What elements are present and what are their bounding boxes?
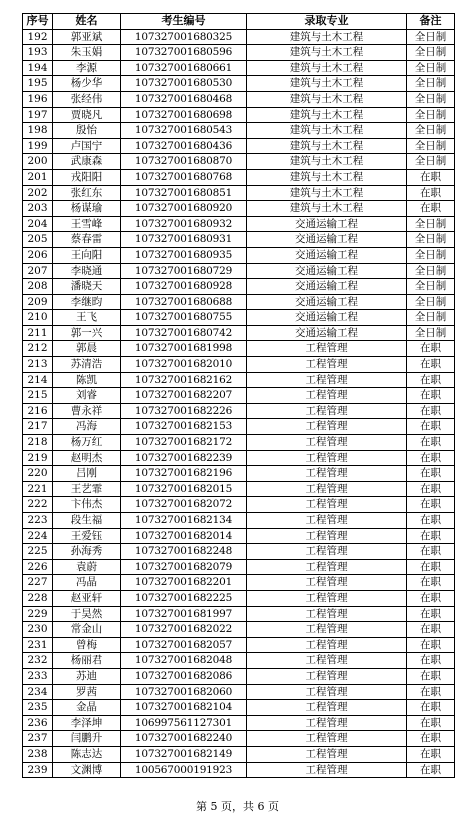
- cell-exam-number: 107327001682239: [121, 450, 247, 466]
- cell-name: 郭晨: [53, 341, 121, 357]
- cell-index: 238: [23, 746, 53, 762]
- cell-major: 工程管理: [247, 341, 407, 357]
- cell-exam-number: 107327001680931: [121, 232, 247, 248]
- table-row: [23, 544, 455, 560]
- cell-name: 陈凯: [53, 372, 121, 388]
- table-row: [23, 60, 455, 76]
- table-row: [23, 107, 455, 123]
- cell-name: 孙海秀: [53, 544, 121, 560]
- cell-name: 殷怡: [53, 123, 121, 139]
- cell-exam-number: 107327001680932: [121, 216, 247, 232]
- cell-exam-number: 107327001680543: [121, 123, 247, 139]
- cell-major: 工程管理: [247, 513, 407, 529]
- table-row: [23, 435, 455, 451]
- cell-exam-number: 107327001680729: [121, 263, 247, 279]
- cell-remark: 在职: [407, 169, 455, 185]
- cell-name: 杨万红: [53, 435, 121, 451]
- cell-index: 229: [23, 606, 53, 622]
- cell-index: 225: [23, 544, 53, 560]
- table-row: [23, 575, 455, 591]
- cell-exam-number: 107327001682022: [121, 622, 247, 638]
- cell-exam-number: 107327001680755: [121, 310, 247, 326]
- cell-name: 苏迪: [53, 668, 121, 684]
- cell-index: 223: [23, 513, 53, 529]
- cell-major: 建筑与土木工程: [247, 91, 407, 107]
- cell-remark: 全日制: [407, 29, 455, 45]
- cell-name: 王向阳: [53, 247, 121, 263]
- cell-exam-number: 107327001680436: [121, 138, 247, 154]
- cell-remark: 全日制: [407, 60, 455, 76]
- cell-remark: 全日制: [407, 91, 455, 107]
- cell-major: 建筑与土木工程: [247, 76, 407, 92]
- cell-index: 199: [23, 138, 53, 154]
- cell-index: 234: [23, 684, 53, 700]
- cell-major: 建筑与土木工程: [247, 185, 407, 201]
- cell-remark: 在职: [407, 403, 455, 419]
- cell-remark: 在职: [407, 668, 455, 684]
- table-row: [23, 528, 455, 544]
- cell-name: 李晓通: [53, 263, 121, 279]
- cell-major: 建筑与土木工程: [247, 138, 407, 154]
- cell-index: 203: [23, 201, 53, 217]
- cell-major: 交通运输工程: [247, 232, 407, 248]
- cell-index: 208: [23, 279, 53, 295]
- cell-major: 工程管理: [247, 419, 407, 435]
- cell-major: 工程管理: [247, 388, 407, 404]
- cell-name: 张经伟: [53, 91, 121, 107]
- cell-remark: 在职: [407, 700, 455, 716]
- cell-index: 219: [23, 450, 53, 466]
- table-row: [23, 76, 455, 92]
- cell-exam-number: 107327001680742: [121, 325, 247, 341]
- table-row: [23, 388, 455, 404]
- cell-major: 交通运输工程: [247, 310, 407, 326]
- cell-index: 230: [23, 622, 53, 638]
- cell-name: 冯晶: [53, 575, 121, 591]
- cell-exam-number: 107327001682060: [121, 684, 247, 700]
- table-row: [23, 715, 455, 731]
- table-row: [23, 294, 455, 310]
- cell-major: 工程管理: [247, 466, 407, 482]
- cell-name: 朱玉娟: [53, 45, 121, 61]
- cell-major: 交通运输工程: [247, 216, 407, 232]
- cell-name: 苏清浩: [53, 357, 121, 373]
- cell-major: 建筑与土木工程: [247, 107, 407, 123]
- cell-index: 216: [23, 403, 53, 419]
- cell-exam-number: 107327001682248: [121, 544, 247, 560]
- cell-name: 闫鹏升: [53, 731, 121, 747]
- cell-remark: 在职: [407, 513, 455, 529]
- cell-exam-number: 107327001682134: [121, 513, 247, 529]
- cell-index: 239: [23, 762, 53, 778]
- cell-exam-number: 107327001682014: [121, 528, 247, 544]
- cell-major: 工程管理: [247, 653, 407, 669]
- cell-major: 工程管理: [247, 700, 407, 716]
- cell-major: 工程管理: [247, 403, 407, 419]
- table-row: [23, 450, 455, 466]
- cell-index: 205: [23, 232, 53, 248]
- cell-exam-number: 107327001680935: [121, 247, 247, 263]
- table-row: [23, 559, 455, 575]
- cell-exam-number: 107327001682149: [121, 746, 247, 762]
- cell-name: 潘晓天: [53, 279, 121, 295]
- cell-remark: 全日制: [407, 138, 455, 154]
- cell-remark: 在职: [407, 653, 455, 669]
- cell-exam-number: 100567000191923: [121, 762, 247, 778]
- cell-major: 建筑与土木工程: [247, 169, 407, 185]
- cell-index: 210: [23, 310, 53, 326]
- cell-name: 张红东: [53, 185, 121, 201]
- cell-remark: 在职: [407, 497, 455, 513]
- cell-exam-number: 107327001682162: [121, 372, 247, 388]
- header-major: 录取专业: [247, 14, 407, 30]
- table-row: [23, 419, 455, 435]
- cell-exam-number: 107327001682240: [121, 731, 247, 747]
- cell-exam-number: 106997561127301: [121, 715, 247, 731]
- cell-index: 221: [23, 481, 53, 497]
- cell-index: 201: [23, 169, 53, 185]
- table-row: [23, 325, 455, 341]
- cell-exam-number: 107327001680661: [121, 60, 247, 76]
- table-row: [23, 590, 455, 606]
- table-row: [23, 201, 455, 217]
- cell-major: 工程管理: [247, 575, 407, 591]
- table-row: [23, 746, 455, 762]
- cell-exam-number: 107327001682207: [121, 388, 247, 404]
- cell-major: 工程管理: [247, 668, 407, 684]
- header-exam-number: 考生编号: [121, 14, 247, 30]
- table-row: [23, 169, 455, 185]
- cell-remark: 全日制: [407, 216, 455, 232]
- cell-remark: 全日制: [407, 247, 455, 263]
- table-row: [23, 29, 455, 45]
- table-row: [23, 123, 455, 139]
- cell-major: 交通运输工程: [247, 247, 407, 263]
- cell-name: 赵亚轩: [53, 590, 121, 606]
- cell-name: 王雪峰: [53, 216, 121, 232]
- table-row: [23, 653, 455, 669]
- cell-major: 建筑与土木工程: [247, 123, 407, 139]
- cell-major: 工程管理: [247, 590, 407, 606]
- table-row: [23, 185, 455, 201]
- cell-name: 杨丽君: [53, 653, 121, 669]
- table-row: [23, 700, 455, 716]
- cell-exam-number: 107327001682172: [121, 435, 247, 451]
- cell-exam-number: 107327001680468: [121, 91, 247, 107]
- cell-index: 193: [23, 45, 53, 61]
- cell-major: 工程管理: [247, 622, 407, 638]
- cell-remark: 全日制: [407, 107, 455, 123]
- cell-name: 刘睿: [53, 388, 121, 404]
- cell-name: 卞伟杰: [53, 497, 121, 513]
- cell-name: 赵明杰: [53, 450, 121, 466]
- cell-index: 213: [23, 357, 53, 373]
- cell-remark: 在职: [407, 450, 455, 466]
- cell-name: 郭一兴: [53, 325, 121, 341]
- cell-remark: 在职: [407, 201, 455, 217]
- cell-major: 工程管理: [247, 762, 407, 778]
- cell-exam-number: 107327001682015: [121, 481, 247, 497]
- cell-index: 236: [23, 715, 53, 731]
- cell-major: 工程管理: [247, 481, 407, 497]
- cell-remark: 全日制: [407, 76, 455, 92]
- cell-exam-number: 107327001680870: [121, 154, 247, 170]
- cell-exam-number: 107327001681997: [121, 606, 247, 622]
- cell-exam-number: 107327001682225: [121, 590, 247, 606]
- cell-exam-number: 107327001680530: [121, 76, 247, 92]
- cell-name: 戎阳阳: [53, 169, 121, 185]
- cell-exam-number: 107327001682072: [121, 497, 247, 513]
- cell-major: 工程管理: [247, 637, 407, 653]
- cell-index: 202: [23, 185, 53, 201]
- cell-remark: 在职: [407, 684, 455, 700]
- table-row: [23, 762, 455, 778]
- cell-name: 武康森: [53, 154, 121, 170]
- cell-remark: 在职: [407, 341, 455, 357]
- cell-index: 220: [23, 466, 53, 482]
- cell-major: 工程管理: [247, 357, 407, 373]
- table-row: [23, 372, 455, 388]
- cell-index: 206: [23, 247, 53, 263]
- cell-index: 237: [23, 731, 53, 747]
- cell-major: 交通运输工程: [247, 279, 407, 295]
- cell-name: 金晶: [53, 700, 121, 716]
- cell-name: 段生福: [53, 513, 121, 529]
- cell-name: 袁蔚: [53, 559, 121, 575]
- cell-exam-number: 107327001682104: [121, 700, 247, 716]
- cell-index: 195: [23, 76, 53, 92]
- cell-exam-number: 107327001680768: [121, 169, 247, 185]
- cell-remark: 全日制: [407, 279, 455, 295]
- cell-major: 工程管理: [247, 731, 407, 747]
- cell-major: 工程管理: [247, 497, 407, 513]
- cell-remark: 在职: [407, 622, 455, 638]
- cell-name: 冯海: [53, 419, 121, 435]
- cell-exam-number: 107327001680325: [121, 29, 247, 45]
- table-row: [23, 466, 455, 482]
- table-row: [23, 606, 455, 622]
- cell-exam-number: 107327001682057: [121, 637, 247, 653]
- cell-major: 工程管理: [247, 435, 407, 451]
- table-row: [23, 154, 455, 170]
- table-row: [23, 403, 455, 419]
- cell-exam-number: 107327001680698: [121, 107, 247, 123]
- header-remark: 备注: [407, 14, 455, 30]
- cell-major: 建筑与土木工程: [247, 201, 407, 217]
- cell-remark: 在职: [407, 185, 455, 201]
- cell-index: 232: [23, 653, 53, 669]
- cell-exam-number: 107327001682201: [121, 575, 247, 591]
- cell-remark: 全日制: [407, 310, 455, 326]
- table-header: [23, 14, 455, 30]
- cell-major: 工程管理: [247, 544, 407, 560]
- header-row: [23, 14, 455, 30]
- cell-name: 曾梅: [53, 637, 121, 653]
- cell-remark: 在职: [407, 762, 455, 778]
- cell-index: 211: [23, 325, 53, 341]
- cell-index: 209: [23, 294, 53, 310]
- cell-name: 王爱钰: [53, 528, 121, 544]
- table-row: [23, 138, 455, 154]
- cell-remark: 在职: [407, 466, 455, 482]
- cell-index: 218: [23, 435, 53, 451]
- cell-remark: 全日制: [407, 232, 455, 248]
- cell-major: 建筑与土木工程: [247, 154, 407, 170]
- cell-major: 建筑与土木工程: [247, 45, 407, 61]
- cell-remark: 全日制: [407, 154, 455, 170]
- cell-remark: 在职: [407, 435, 455, 451]
- cell-major: 建筑与土木工程: [247, 60, 407, 76]
- cell-major: 交通运输工程: [247, 325, 407, 341]
- cell-remark: 在职: [407, 481, 455, 497]
- cell-index: 198: [23, 123, 53, 139]
- cell-remark: 在职: [407, 715, 455, 731]
- cell-index: 228: [23, 590, 53, 606]
- cell-name: 杨谋瑜: [53, 201, 121, 217]
- cell-remark: 在职: [407, 528, 455, 544]
- table-row: [23, 513, 455, 529]
- cell-name: 蔡春雷: [53, 232, 121, 248]
- cell-exam-number: 107327001682079: [121, 559, 247, 575]
- cell-index: 194: [23, 60, 53, 76]
- table-row: [23, 232, 455, 248]
- cell-major: 工程管理: [247, 746, 407, 762]
- cell-name: 李源: [53, 60, 121, 76]
- cell-remark: 全日制: [407, 263, 455, 279]
- table-row: [23, 279, 455, 295]
- cell-major: 工程管理: [247, 606, 407, 622]
- cell-exam-number: 107327001680596: [121, 45, 247, 61]
- cell-remark: 在职: [407, 746, 455, 762]
- cell-index: 235: [23, 700, 53, 716]
- cell-exam-number: 107327001682086: [121, 668, 247, 684]
- cell-major: 建筑与土木工程: [247, 29, 407, 45]
- cell-name: 李继昀: [53, 294, 121, 310]
- cell-major: 工程管理: [247, 528, 407, 544]
- cell-exam-number: 107327001682010: [121, 357, 247, 373]
- cell-name: 吕刚: [53, 466, 121, 482]
- cell-major: 工程管理: [247, 559, 407, 575]
- cell-index: 222: [23, 497, 53, 513]
- cell-index: 197: [23, 107, 53, 123]
- cell-exam-number: 107327001682153: [121, 419, 247, 435]
- cell-major: 交通运输工程: [247, 294, 407, 310]
- cell-remark: 在职: [407, 731, 455, 747]
- table-row: [23, 216, 455, 232]
- table-row: [23, 310, 455, 326]
- cell-index: 200: [23, 154, 53, 170]
- cell-remark: 在职: [407, 544, 455, 560]
- cell-name: 郭亚斌: [53, 29, 121, 45]
- table-row: [23, 637, 455, 653]
- cell-index: 224: [23, 528, 53, 544]
- table-row: [23, 497, 455, 513]
- cell-major: 工程管理: [247, 450, 407, 466]
- cell-exam-number: 107327001682048: [121, 653, 247, 669]
- cell-index: 212: [23, 341, 53, 357]
- cell-index: 214: [23, 372, 53, 388]
- cell-index: 226: [23, 559, 53, 575]
- table-row: [23, 91, 455, 107]
- cell-major: 工程管理: [247, 684, 407, 700]
- table-row: [23, 45, 455, 61]
- cell-remark: 全日制: [407, 325, 455, 341]
- header-index: 序号: [23, 14, 53, 30]
- cell-remark: 全日制: [407, 294, 455, 310]
- cell-remark: 在职: [407, 637, 455, 653]
- page-footer: 第 5 页，共 6 页: [196, 800, 279, 813]
- cell-index: 227: [23, 575, 53, 591]
- cell-remark: 在职: [407, 606, 455, 622]
- cell-name: 常金山: [53, 622, 121, 638]
- cell-index: 233: [23, 668, 53, 684]
- cell-index: 196: [23, 91, 53, 107]
- cell-remark: 在职: [407, 590, 455, 606]
- cell-remark: 在职: [407, 559, 455, 575]
- cell-index: 217: [23, 419, 53, 435]
- table-body: [23, 29, 455, 778]
- table-row: [23, 341, 455, 357]
- cell-name: 李泽坤: [53, 715, 121, 731]
- table-row: [23, 247, 455, 263]
- cell-index: 204: [23, 216, 53, 232]
- cell-name: 王飞: [53, 310, 121, 326]
- cell-exam-number: 107327001680928: [121, 279, 247, 295]
- cell-remark: 在职: [407, 357, 455, 373]
- cell-name: 于昊然: [53, 606, 121, 622]
- cell-name: 贾晓凡: [53, 107, 121, 123]
- cell-remark: 全日制: [407, 45, 455, 61]
- table-row: [23, 481, 455, 497]
- cell-remark: 在职: [407, 388, 455, 404]
- cell-remark: 在职: [407, 575, 455, 591]
- cell-remark: 在职: [407, 419, 455, 435]
- cell-exam-number: 107327001681998: [121, 341, 247, 357]
- cell-exam-number: 107327001680851: [121, 185, 247, 201]
- cell-index: 207: [23, 263, 53, 279]
- cell-name: 罗茜: [53, 684, 121, 700]
- table-row: [23, 731, 455, 747]
- cell-major: 工程管理: [247, 715, 407, 731]
- header-name: 姓名: [53, 14, 121, 30]
- table-row: [23, 263, 455, 279]
- cell-major: 交通运输工程: [247, 263, 407, 279]
- cell-name: 王艺霏: [53, 481, 121, 497]
- cell-index: 231: [23, 637, 53, 653]
- table-row: [23, 622, 455, 638]
- table-row: [23, 668, 455, 684]
- cell-name: 陈志达: [53, 746, 121, 762]
- cell-name: 文渊博: [53, 762, 121, 778]
- cell-exam-number: 107327001682196: [121, 466, 247, 482]
- cell-remark: 全日制: [407, 123, 455, 139]
- cell-name: 杨少华: [53, 76, 121, 92]
- table-row: [23, 684, 455, 700]
- cell-index: 192: [23, 29, 53, 45]
- cell-remark: 在职: [407, 372, 455, 388]
- cell-name: 卢国宁: [53, 138, 121, 154]
- cell-exam-number: 107327001680688: [121, 294, 247, 310]
- cell-name: 曹永祥: [53, 403, 121, 419]
- cell-exam-number: 107327001682226: [121, 403, 247, 419]
- cell-exam-number: 107327001680920: [121, 201, 247, 217]
- cell-index: 215: [23, 388, 53, 404]
- admission-list-table: [22, 13, 455, 778]
- table-row: [23, 357, 455, 373]
- cell-major: 工程管理: [247, 372, 407, 388]
